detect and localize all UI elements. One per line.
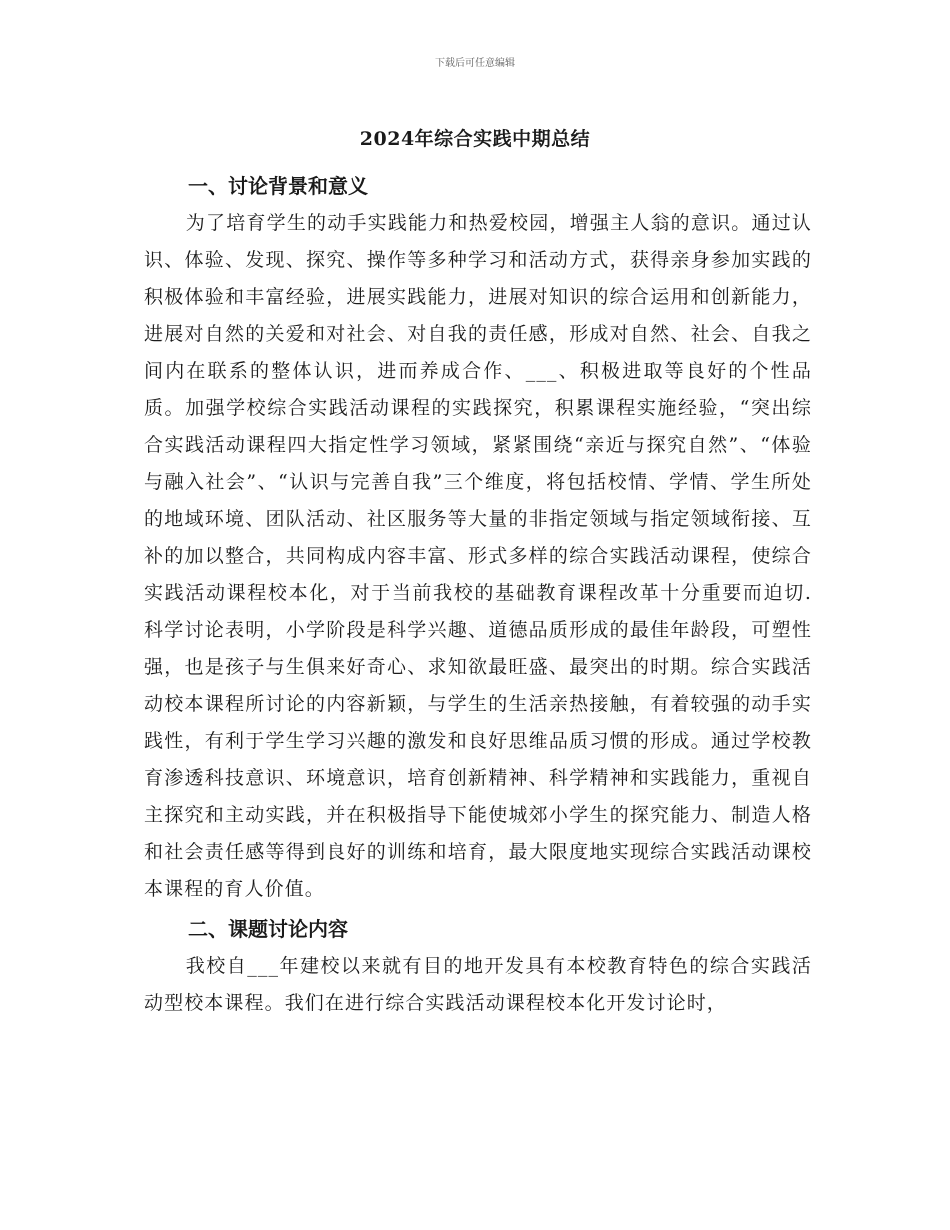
document-body — [144, 168, 812, 1022]
header-note: 下载后可任意编辑 — [435, 58, 515, 69]
section-heading-background: 一、讨论背景和意义 — [188, 174, 368, 198]
section-paragraph-content: 我校自___年建校以来就有目的地开发具有本校教育特色的综合实践活动型校本课程。我们在进行综合实践活动课程校本化开发讨论时， — [144, 955, 812, 1014]
section-paragraph-background: 为了培育学生的动手实践能力和热爱校园，增强主人翁的意识。通过认识、体验、发现、探究、操作等多种学习和活动方式，获得亲身参加实践的积极体验和丰富经验，进展实践能力，进展对知识的综合运用和创新能力，进展对自然的关爱和对社会、对自我的责任感，形成对自然、社会、自我之间内在联系的整体认识，进而养成合作、___、积极进取等良好的个性品质。加强学校综合实践活动课程的实践探究，积累课程实施经验，“突出综合实践活动课程四大指定性学习领域，紧紧围绕“亲近与探究自然”、“体验与融入社会”、“认识与完善自我”三个维度，将包括校情、学情、学生所处的地域环境、团队活动、社区服务等大量的非指定领域与指定领域衔接、互补的加以整合，共同构成内容丰富、形式多样的综合实践活动课程，使综合实践活动课程校本化，对于当前我校的基础教育课程改革十分重要而迫切.科学讨论表明，小学阶段是科学兴趣、道德品质形成的最佳年龄段，可塑性强，也是孩子与生俱来好奇心、求知欲最旺盛、最突出的时期。综合实践活动校本课程所讨论的内容新颖，与学生的生活亲热接触，有着较强的动手实践性，有利于学生学习兴趣的激发和良好思维品质习惯的形成。通过学校教育渗透科技意识、环境意识，培育创新精神、科学精神和实践能力，重视自主探究和主动实践，并在积极指导下能使城郊小学生的探究能力、制造人格和社会责任感等得到良好的训练和培育，最大限度地实现综合实践活动课校本课程的育人价值。 — [144, 212, 812, 900]
page-title: 2024年综合实践中期总结 — [359, 128, 591, 150]
section-heading-content: 二、课题讨论内容 — [188, 917, 348, 941]
